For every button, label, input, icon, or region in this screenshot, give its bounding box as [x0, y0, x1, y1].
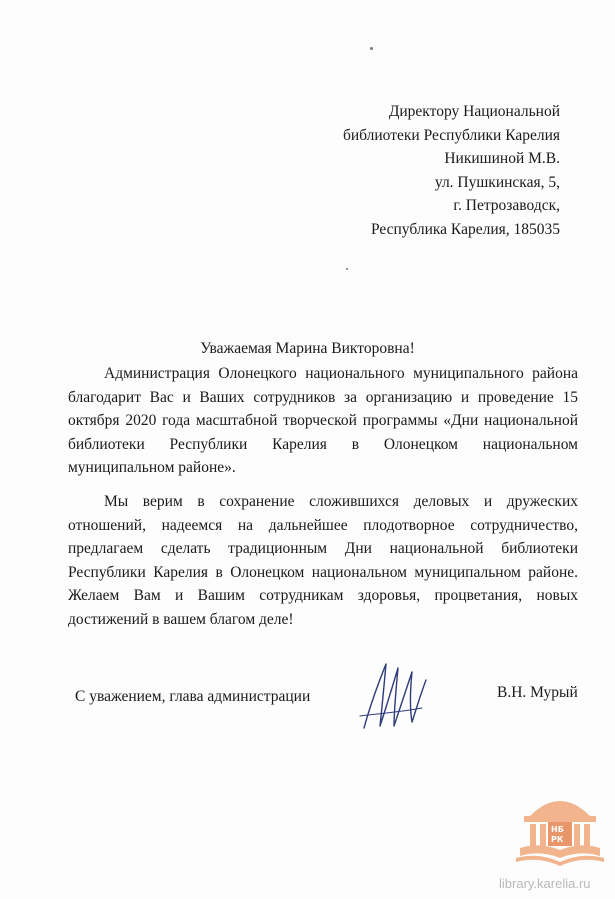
recipient-line: Директору Национальной	[388, 103, 560, 120]
recipient-line: Республика Карелия, 185035	[370, 220, 560, 238]
body-paragraph: Администрация Олонецкого национального муниципального района благодарит Вас и Ваших сотрудников за организацию и проведение 15 октября 2020 года масштабной творческой программы «Дни национальной библиотеки Республики Карелия в Олонецком национальном муниципальном районе».	[68, 365, 578, 477]
letter-body	[68, 362, 578, 642]
recipient-line: библиотеки Республики Карелия	[342, 126, 560, 144]
recipient-line: Никишиной М.В.	[444, 150, 560, 168]
signatory-name: В.Н. Мурый	[497, 684, 578, 701]
svg-text:НБ: НБ	[551, 825, 564, 834]
body-paragraph: Мы верим в сохранение сложившихся деловых и дружеских отношений, надеемся на дальнейшее плодотворное сотрудничество, предлагаем сделать традиционным Дни национальной библиотеки Республики Карелия в Олонецком национальном муниципальном районе. Желаем Вам и Вашим сотрудникам здоровья, процветания, новых достижений в вашем благом деле!	[68, 492, 578, 628]
signature-icon	[356, 656, 436, 736]
recipient-line: ул. Пушкинская, 5,	[434, 173, 560, 191]
scan-speck	[370, 47, 373, 50]
salutation: Уважаемая Марина Викторовна!	[200, 340, 415, 357]
recipient-line: г. Петрозаводск,	[453, 197, 560, 215]
recipient-address	[300, 100, 560, 242]
svg-text:РК: РК	[551, 835, 564, 844]
closing-phrase: С уважением, глава администрации	[75, 688, 311, 705]
library-building-logo-icon	[510, 786, 610, 868]
watermark-site-text: library.karelia.ru	[499, 876, 591, 891]
scan-speck	[346, 268, 348, 270]
